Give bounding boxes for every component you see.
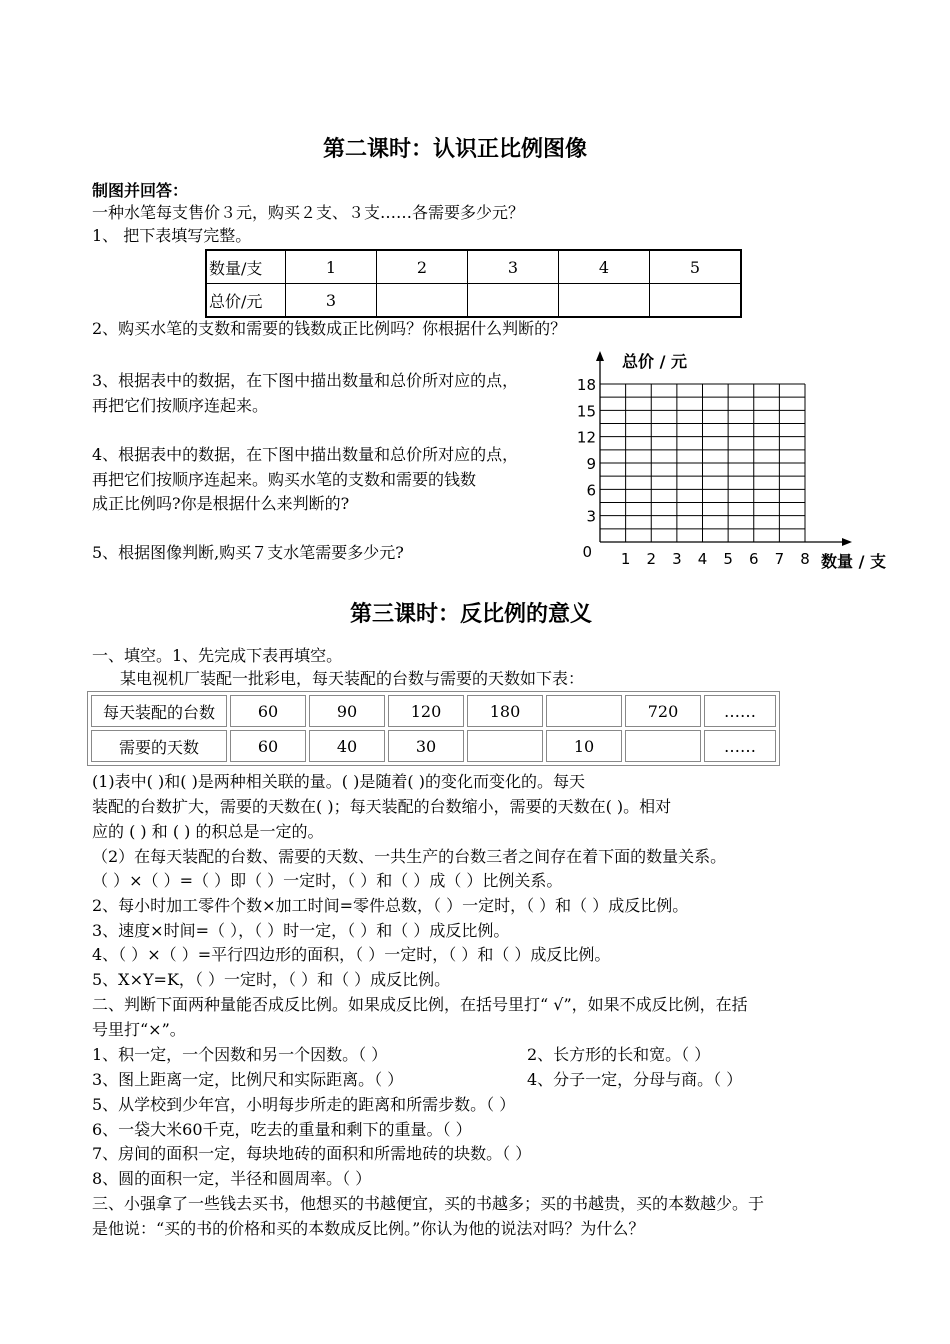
section2-title: 第二课时：认识正比例图像: [323, 137, 588, 162]
chart-ticks: [577, 376, 810, 568]
table-cell: 60: [230, 730, 306, 762]
table-cell: 4: [559, 250, 650, 284]
fill-2-line2: （ ）×（ ）=（ ）即（ ）一定时，（ ）和（ ）成（ ）比例关系。: [92, 871, 563, 890]
x-tick-label: 8: [800, 550, 810, 568]
table-cell: 3: [468, 250, 559, 284]
assembly-table: [87, 691, 780, 766]
question-3-line2: 再把它们按顺序连起来。: [92, 396, 269, 415]
section3-title: 第三课时：反比例的意义: [350, 602, 593, 627]
fill-1-line3: 应的 ( ) 和 ( ) 的积总是一定的。: [92, 822, 324, 841]
table-cell: ……: [704, 695, 776, 727]
question-2: 2、购买水笔的支数和需要的钱数成正比例吗？你根据什么判断的？: [92, 319, 567, 338]
table-cell: [468, 284, 559, 318]
story-line2: 是他说：“买的书的价格和买的本数成反比例。”你认为他的说法对吗？为什么？: [92, 1219, 645, 1238]
table-cell: ……: [704, 730, 776, 762]
table-cell: 5: [650, 250, 742, 284]
y-tick-label: 18: [576, 376, 596, 394]
story-line1: 三、小强拿了一些钱去买书，他想买的书越便宜，买的书越多；买的书越贵，买的本数越少。于: [92, 1194, 765, 1213]
judge-heading-line1: 二、判断下面两种量能否成反比例。如果成反比例，在括号里打“ √”，如果不成反比例，在括: [92, 995, 748, 1014]
x-tick-label: 5: [723, 550, 733, 568]
proportion-chart: [570, 345, 910, 577]
judge-heading-line2: 号里打“×”。: [92, 1020, 186, 1039]
table-row: [206, 284, 741, 318]
chart-y-axis-label: 总价 / 元: [622, 352, 687, 371]
judge-item-5: 5、从学校到少年宫，小明每步所走的距离和所需步数。（ ）: [92, 1095, 516, 1114]
price-table: [205, 249, 742, 318]
table-cell: 2: [377, 250, 468, 284]
fill-4: 3、速度×时间=（ ），（ ）时一定，（ ）和（ ）成反比例。: [92, 921, 510, 940]
section2-intro: 一种水笔每支售价３元，购买２支、３支……各需要多少元？: [92, 203, 525, 222]
fill-2-line1: （2）在每天装配的台数、需要的天数、一共生产的台数三者之间存在着下面的数量关系。: [92, 847, 727, 866]
table-cell: [650, 284, 742, 318]
table-cell: [467, 730, 543, 762]
fill-5: 4、（ ）×（ ）=平行四边形的面积，（ ）一定时，（ ）和（ ）成反比例。: [92, 945, 611, 964]
table-row-label: 数量/支: [206, 250, 286, 284]
x-tick-label: 1: [620, 550, 631, 568]
x-tick-label: 6: [748, 550, 759, 568]
table-cell: [559, 284, 650, 318]
y-tick-label: 12: [576, 428, 596, 447]
judge-item-7: 7、房间的面积一定，每块地砖的面积和所需地砖的块数。（ ）: [92, 1144, 532, 1163]
x-tick-label: 2: [646, 550, 657, 568]
table-cell: [625, 730, 701, 762]
question-4-line1: 4、根据表中的数据，在下图中描出数量和总价所对应的点，: [92, 445, 519, 464]
table-cell: [377, 284, 468, 318]
table-row-label: 总价/元: [206, 284, 286, 318]
table-cell: 10: [546, 730, 622, 762]
table-cell: [546, 695, 622, 727]
question-4-line3: 成正比例吗?你是根据什么来判断的?: [92, 494, 350, 513]
question-1: 1、 把下表填写完整。: [92, 226, 252, 245]
table-row: [91, 730, 776, 762]
section3-problem-text: 某电视机厂装配一批彩电，每天装配的台数与需要的天数如下表：: [120, 669, 585, 688]
fill-1-line2: 装配的台数扩大，需要的天数在( )；每天装配的台数缩小，需要的天数在( )。相对: [92, 797, 672, 816]
y-axis-arrow-icon: [596, 351, 604, 361]
table-cell: 3: [286, 284, 377, 318]
table-cell: 120: [388, 695, 464, 727]
judge-item-6: 6、一袋大米60千克，吃去的重量和剩下的重量。（ ）: [92, 1120, 472, 1139]
x-tick-label: 7: [774, 550, 785, 568]
table-cell: 1: [286, 250, 377, 284]
x-tick-label: 3: [672, 550, 682, 568]
chart-grid: [600, 384, 805, 542]
fill-6: 5、X×Y=K，（ ）一定时，（ ）和（ ）成反比例。: [92, 970, 451, 989]
fill-3: 2、每小时加工零件个数×加工时间=零件总数，（ ）一定时，（ ）和（ ）成反比例。: [92, 896, 689, 915]
question-5: 5、根据图像判断,购买７支水笔需要多少元?: [92, 543, 404, 562]
table-cell: 90: [309, 695, 385, 727]
table-cell: 60: [230, 695, 306, 727]
judge-item-2: 2、长方形的长和宽。（ ）: [527, 1045, 711, 1064]
x-tick-label: 4: [697, 550, 708, 568]
table-cell: 720: [625, 695, 701, 727]
section3-fill-heading: 一、填空。1、先完成下表再填空。: [92, 646, 343, 665]
fill-1-line1: (1)表中( )和( )是两种相关联的量。( )是随着( )的变化而变化的。每天: [92, 772, 585, 791]
x-axis-arrow-icon: [842, 538, 852, 546]
chart-origin-label: 0: [582, 543, 592, 561]
judge-item-1: 1、积一定，一个因数和另一个因数。（ ）: [92, 1045, 388, 1064]
table-row-label: 每天装配的台数: [91, 695, 227, 727]
judge-item-4: 4、分子一定，分母与商。（ ）: [527, 1070, 743, 1089]
chart-x-axis-label: 数量 / 支: [821, 552, 886, 571]
question-3-line1: 3、根据表中的数据，在下图中描出数量和总价所对应的点，: [92, 371, 519, 390]
y-tick-label: 9: [586, 455, 596, 473]
table-row: [206, 250, 741, 284]
table-cell: 180: [467, 695, 543, 727]
table-cell: 40: [309, 730, 385, 762]
question-4-line2: 再把它们按顺序连起来。购买水笔的支数和需要的钱数: [92, 470, 477, 489]
table-row: [91, 695, 776, 727]
judge-item-3: 3、图上距离一定，比例尺和实际距离。（ ）: [92, 1070, 404, 1089]
section2-subtitle: 制图并回答：: [92, 181, 189, 200]
table-cell: 30: [388, 730, 464, 762]
table-row-label: 需要的天数: [91, 730, 227, 762]
y-tick-label: 6: [586, 481, 596, 500]
chart-axes: [596, 351, 852, 546]
y-tick-label: 3: [586, 507, 596, 526]
y-tick-label: 15: [576, 402, 596, 421]
judge-item-8: 8、圆的面积一定，半径和圆周率。（ ）: [92, 1169, 372, 1188]
